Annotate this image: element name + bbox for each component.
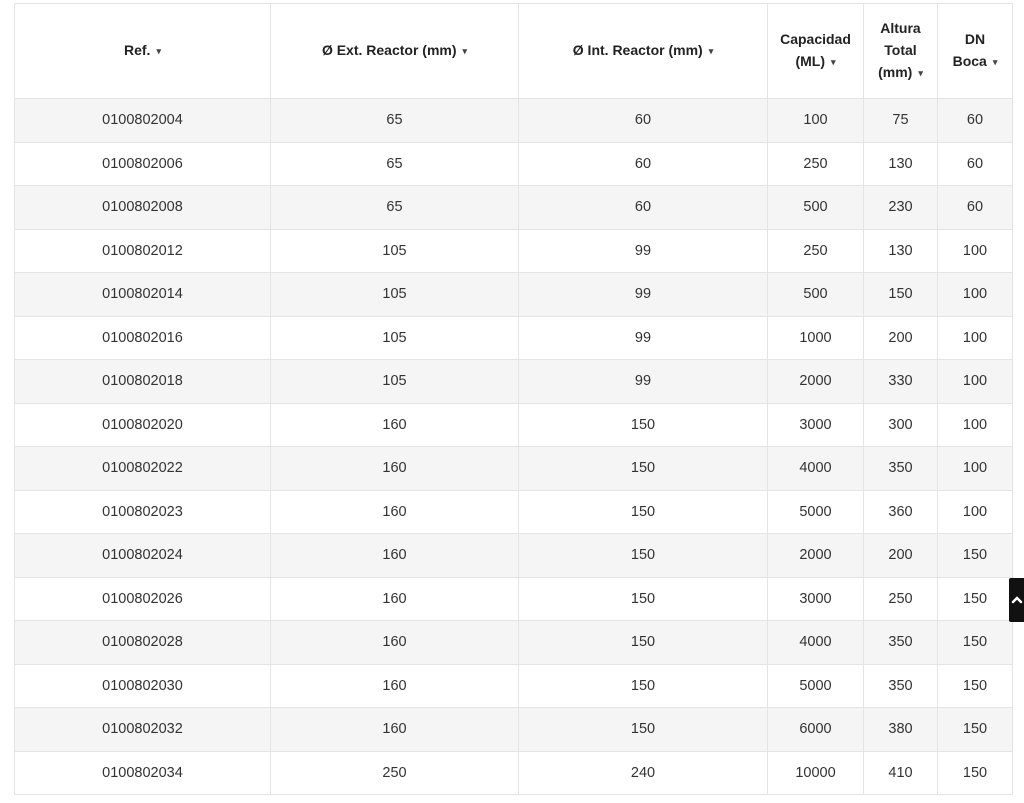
cell-ref: 0100802034: [15, 751, 271, 795]
header-label: Capacidad: [780, 31, 851, 47]
cell-ext-reactor: 160: [271, 490, 519, 534]
cell-altura-total: 360: [864, 490, 938, 534]
cell-altura-total: 350: [864, 664, 938, 708]
cell-ref: 0100802012: [15, 229, 271, 273]
cell-capacidad: 250: [768, 229, 864, 273]
cell-dn-boca: 100: [938, 229, 1013, 273]
table-row: [15, 186, 1013, 230]
sort-arrow-icon[interactable]: ▾: [831, 57, 836, 67]
cell-int-reactor: 60: [519, 99, 768, 143]
cell-capacidad: 100: [768, 99, 864, 143]
cell-ext-reactor: 65: [271, 99, 519, 143]
sort-arrow-icon[interactable]: ▾: [708, 46, 714, 56]
column-header-ext-reactor[interactable]: [271, 4, 519, 99]
cell-altura-total: 150: [864, 273, 938, 317]
cell-altura-total: 410: [864, 751, 938, 795]
cell-ext-reactor: 160: [271, 708, 519, 752]
cell-altura-total: 350: [864, 621, 938, 665]
cell-ref: 0100802023: [15, 490, 271, 534]
cell-dn-boca: 60: [938, 99, 1013, 143]
table-row: [15, 664, 1013, 708]
cell-capacidad: 500: [768, 186, 864, 230]
sort-arrow-icon[interactable]: ▾: [992, 57, 998, 67]
cell-capacidad: 3000: [768, 577, 864, 621]
header-label: (mm): [878, 64, 913, 80]
sort-arrow-icon[interactable]: ▾: [156, 46, 161, 56]
product-table-container: [14, 3, 1012, 795]
header-label: Altura: [880, 20, 921, 36]
cell-ref: 0100802032: [15, 708, 271, 752]
cell-capacidad: 250: [768, 142, 864, 186]
table-row: [15, 577, 1013, 621]
table-row: [15, 621, 1013, 665]
cell-altura-total: 230: [864, 186, 938, 230]
cell-dn-boca: 100: [938, 360, 1013, 404]
cell-dn-boca: 100: [938, 273, 1013, 317]
side-tab-button[interactable]: [1009, 578, 1024, 622]
cell-dn-boca: 100: [938, 316, 1013, 360]
cell-ext-reactor: 160: [271, 447, 519, 491]
cell-altura-total: 200: [864, 316, 938, 360]
cell-altura-total: 130: [864, 142, 938, 186]
table-row: [15, 490, 1013, 534]
cell-ext-reactor: 160: [271, 577, 519, 621]
header-label: Ø Int. Reactor (mm): [572, 42, 703, 58]
cell-dn-boca: 150: [938, 577, 1013, 621]
cell-ext-reactor: 105: [271, 316, 519, 360]
cell-dn-boca: 100: [938, 447, 1013, 491]
cell-int-reactor: 99: [519, 360, 768, 404]
cell-dn-boca: 60: [938, 142, 1013, 186]
cell-int-reactor: 99: [519, 273, 768, 317]
cell-int-reactor: 60: [519, 186, 768, 230]
column-header-int-reactor[interactable]: [519, 4, 768, 99]
table-row: [15, 360, 1013, 404]
cell-ext-reactor: 160: [271, 664, 519, 708]
cell-capacidad: 10000: [768, 751, 864, 795]
sort-arrow-icon[interactable]: ▾: [462, 46, 468, 56]
table-row: [15, 273, 1013, 317]
cell-int-reactor: 150: [519, 403, 768, 447]
column-header-capacidad[interactable]: [768, 4, 864, 99]
cell-int-reactor: 150: [519, 447, 768, 491]
cell-capacidad: 2000: [768, 534, 864, 578]
cell-dn-boca: 60: [938, 186, 1013, 230]
table-row: [15, 99, 1013, 143]
cell-capacidad: 6000: [768, 708, 864, 752]
cell-ext-reactor: 105: [271, 273, 519, 317]
sort-arrow-icon[interactable]: ▾: [918, 68, 923, 78]
cell-ref: 0100802026: [15, 577, 271, 621]
table-row: [15, 316, 1013, 360]
cell-capacidad: 4000: [768, 621, 864, 665]
cell-dn-boca: 150: [938, 621, 1013, 665]
table-row: [15, 142, 1013, 186]
cell-ref: 0100802018: [15, 360, 271, 404]
cell-ref: 0100802014: [15, 273, 271, 317]
table-body: [15, 99, 1013, 795]
cell-dn-boca: 150: [938, 664, 1013, 708]
cell-ref: 0100802030: [15, 664, 271, 708]
cell-ext-reactor: 105: [271, 229, 519, 273]
table-row: [15, 751, 1013, 795]
cell-ext-reactor: 65: [271, 142, 519, 186]
cell-ref: 0100802004: [15, 99, 271, 143]
column-header-ref[interactable]: [15, 4, 271, 99]
chevron-up-icon: [1011, 593, 1023, 607]
table-row: [15, 403, 1013, 447]
cell-ref: 0100802008: [15, 186, 271, 230]
cell-altura-total: 380: [864, 708, 938, 752]
cell-capacidad: 5000: [768, 664, 864, 708]
cell-capacidad: 4000: [768, 447, 864, 491]
cell-altura-total: 330: [864, 360, 938, 404]
cell-altura-total: 250: [864, 577, 938, 621]
column-header-altura-total[interactable]: [864, 4, 938, 99]
cell-altura-total: 75: [864, 99, 938, 143]
table-row: [15, 708, 1013, 752]
cell-ext-reactor: 65: [271, 186, 519, 230]
cell-int-reactor: 240: [519, 751, 768, 795]
cell-ref: 0100802006: [15, 142, 271, 186]
cell-ext-reactor: 160: [271, 534, 519, 578]
cell-int-reactor: 60: [519, 142, 768, 186]
cell-ref: 0100802028: [15, 621, 271, 665]
cell-dn-boca: 150: [938, 751, 1013, 795]
cell-dn-boca: 100: [938, 403, 1013, 447]
header-label: DN: [964, 31, 986, 47]
cell-capacidad: 500: [768, 273, 864, 317]
cell-altura-total: 200: [864, 534, 938, 578]
cell-capacidad: 3000: [768, 403, 864, 447]
cell-int-reactor: 99: [519, 229, 768, 273]
header-label: Total: [884, 42, 917, 58]
cell-dn-boca: 150: [938, 534, 1013, 578]
table-row: [15, 447, 1013, 491]
cell-capacidad: 1000: [768, 316, 864, 360]
cell-int-reactor: 150: [519, 534, 768, 578]
cell-capacidad: 2000: [768, 360, 864, 404]
cell-ext-reactor: 160: [271, 403, 519, 447]
cell-int-reactor: 150: [519, 577, 768, 621]
cell-ref: 0100802020: [15, 403, 271, 447]
cell-altura-total: 350: [864, 447, 938, 491]
cell-ref: 0100802024: [15, 534, 271, 578]
column-header-dn-boca[interactable]: [938, 4, 1013, 99]
cell-dn-boca: 150: [938, 708, 1013, 752]
cell-int-reactor: 150: [519, 621, 768, 665]
cell-int-reactor: 99: [519, 316, 768, 360]
cell-ext-reactor: 105: [271, 360, 519, 404]
table-row: [15, 229, 1013, 273]
cell-ref: 0100802016: [15, 316, 271, 360]
product-table: [14, 3, 1013, 795]
cell-altura-total: 130: [864, 229, 938, 273]
cell-ext-reactor: 160: [271, 621, 519, 665]
cell-altura-total: 300: [864, 403, 938, 447]
cell-ref: 0100802022: [15, 447, 271, 491]
header-label: Ø Ext. Reactor (mm): [321, 42, 457, 58]
cell-dn-boca: 100: [938, 490, 1013, 534]
table-header-row: [15, 4, 1013, 99]
table-row: [15, 534, 1013, 578]
header-label: (ML): [795, 53, 825, 69]
cell-int-reactor: 150: [519, 708, 768, 752]
cell-ext-reactor: 250: [271, 751, 519, 795]
header-label: Ref.: [124, 42, 151, 58]
cell-int-reactor: 150: [519, 490, 768, 534]
header-label: Boca: [952, 53, 987, 69]
cell-int-reactor: 150: [519, 664, 768, 708]
cell-capacidad: 5000: [768, 490, 864, 534]
